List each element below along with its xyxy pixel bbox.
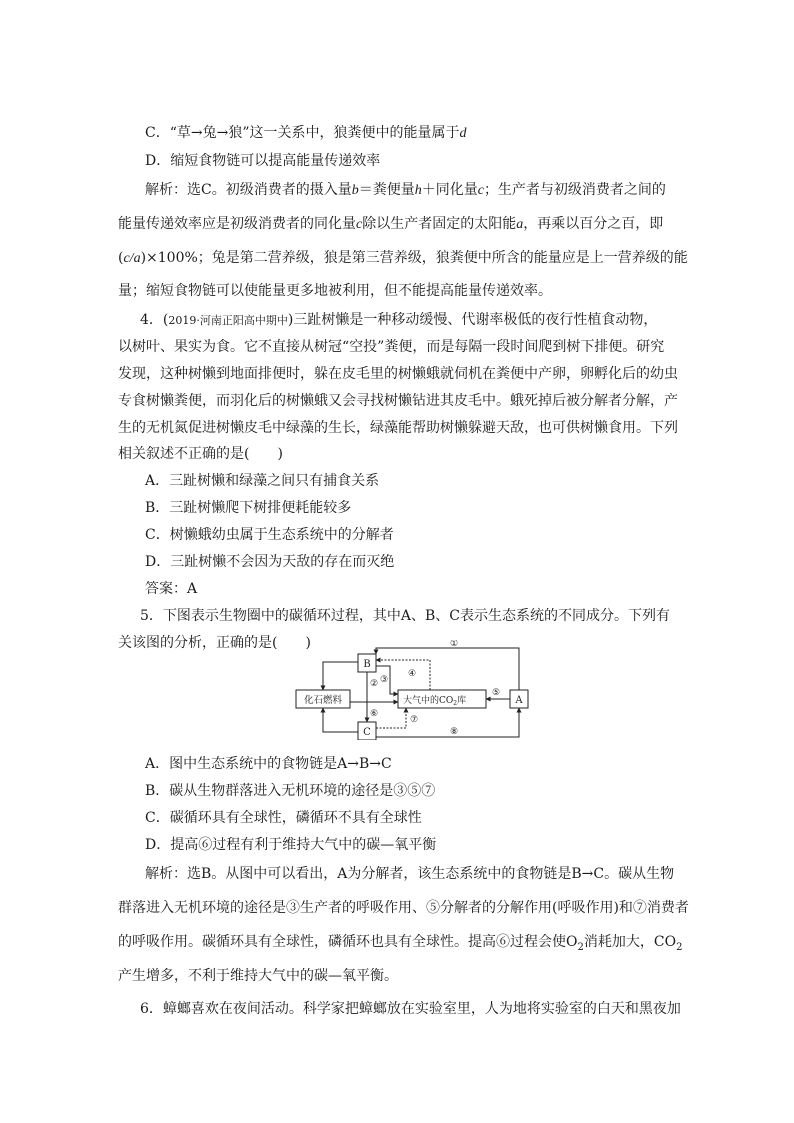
q3-option-d: D．缩短食物链可以提高能量传递效率 (145, 153, 381, 169)
q5-option-b: B．碳从生物群落进入无机环境的途径是③⑤⑦ (145, 783, 436, 799)
q5-stem-line-2: 关该图的分析，正确的是( ) (118, 635, 311, 651)
q4-stem-line-4: 专食树懒粪便，而羽化后的树懒蛾又会寻找树懒钻进其皮毛中。蛾死掉后被分解者分解，产 (118, 393, 678, 409)
arrow-1 (376, 648, 519, 690)
arrow-7 (376, 708, 406, 728)
num-6: ⑥ (370, 709, 379, 719)
num-5: ⑤ (492, 688, 501, 698)
q3-analysis-line-1: 解析：选C。初级消费者的摄入量b＝粪便量h＋同化量c；生产者与初级消费者之间的 (145, 182, 666, 198)
q5-option-d: D．提高⑥过程有利于维持大气中的碳—氧平衡 (145, 837, 437, 853)
num-7: ⑦ (410, 715, 419, 725)
q3-option-c: C．“草→兔→狼”这一关系中，狼粪便中的能量属于d (145, 125, 467, 141)
q4-stem-line-1: 4．(2019·河南正阳高中期中)三趾树懒是一种移动缓慢、代谢率极低的夜行性植食动物， (140, 312, 658, 328)
q3-analysis-line-3: (c/a)×100%；兔是第二营养级，狼是第三营养级，狼粪便中所含的能量应是上一营养级的能 (118, 250, 688, 266)
q4-option-b: B．三趾树懒爬下树排便耗能较多 (145, 500, 352, 516)
num-8: ⑧ (450, 727, 459, 737)
num-4: ④ (408, 669, 417, 679)
q4-option-d: D．三趾树懒不会因为天敌的存在而灭绝 (145, 554, 395, 570)
q4-stem-line-3: 发现，这种树懒到地面排便时，躲在皮毛里的树懒蛾就伺机在粪便中产卵，卵孵化后的幼虫 (118, 366, 678, 382)
q5-analysis-line-4: 产生增多，不利于维持大气中的碳—氧平衡。 (118, 968, 398, 984)
label-c: C (363, 727, 371, 738)
label-atmosphere: 大气中的$CO_2$库 (403, 696, 467, 707)
q4-option-c: C．树懒蛾幼虫属于生态系统中的分解者 (145, 527, 394, 543)
label-a: A (515, 695, 523, 706)
q4-option-a: A．三趾树懒和绿藻之间只有捕食关系 (145, 473, 380, 489)
q5-analysis-line-1: 解析：选B。从图中可以看出，A为分解者，该生态系统中的食物链是B→C。碳从生物 (145, 866, 675, 882)
arrow-c-fossil (323, 708, 358, 732)
q4-stem-line-5: 生的无机氮促进树懒皮毛中绿藻的生长，绿藻能帮助树懒躲避天敌，也可供树懒食用。下列 (118, 420, 678, 436)
q4-source: 2019·河南正阳高中期中 (168, 314, 288, 327)
carbon-cycle-diagram (290, 640, 534, 740)
label-b: B (363, 659, 371, 670)
label-fossil-fuel: 化石燃料 (303, 695, 343, 706)
q4-stem-line-6: 相关叙述不正确的是( ) (118, 446, 283, 462)
q3-analysis-line-4: 量；缩短食物链可以使能量更多地被利用，但不能提高能量传递效率。 (118, 283, 552, 299)
q5-stem-line-1: 5．下图表示生物圈中的碳循环过程，其中A、B、C表示生态系统的不同成分。下列有 (140, 608, 671, 624)
num-1: ① (450, 640, 459, 649)
q4-stem-line-2: 以树叶、果实为食。它不直接从树冠“空投”粪便，而是每隔一段时间爬到树下排便。研究 (118, 339, 665, 355)
q5-analysis-line-2: 群落进入无机环境的途径是③生产者的呼吸作用、⑤分解者的分解作用(呼吸作用)和⑦消费者 (118, 900, 689, 916)
q5-analysis-line-3: 的呼吸作用。碳循环具有全球性，磷循环也具有全球性。提高⑥过程会使$O_2$消耗加大，$CO_2$ (118, 934, 683, 953)
num-3: ③ (380, 675, 389, 685)
q5-option-a: A．图中生态系统中的食物链是A→B→C (145, 756, 392, 772)
q3-analysis-line-2: 能量传递效率应是初级消费者的同化量c除以生产者固定的太阳能a，再乘以百分之百，即 (118, 216, 664, 232)
q6-stem-line-1: 6．蟑螂喜欢在夜间活动。科学家把蟑螂放在实验室里，人为地将实验室的白天和黑夜加 (140, 1001, 681, 1017)
q4-answer: 答案：A (145, 581, 198, 597)
num-2: ② (370, 679, 379, 689)
arrow-8 (376, 708, 519, 737)
q5-option-c: C．碳循环具有全球性，磷循环不具有全球性 (145, 810, 422, 826)
arrow-b-fossil (323, 662, 358, 690)
